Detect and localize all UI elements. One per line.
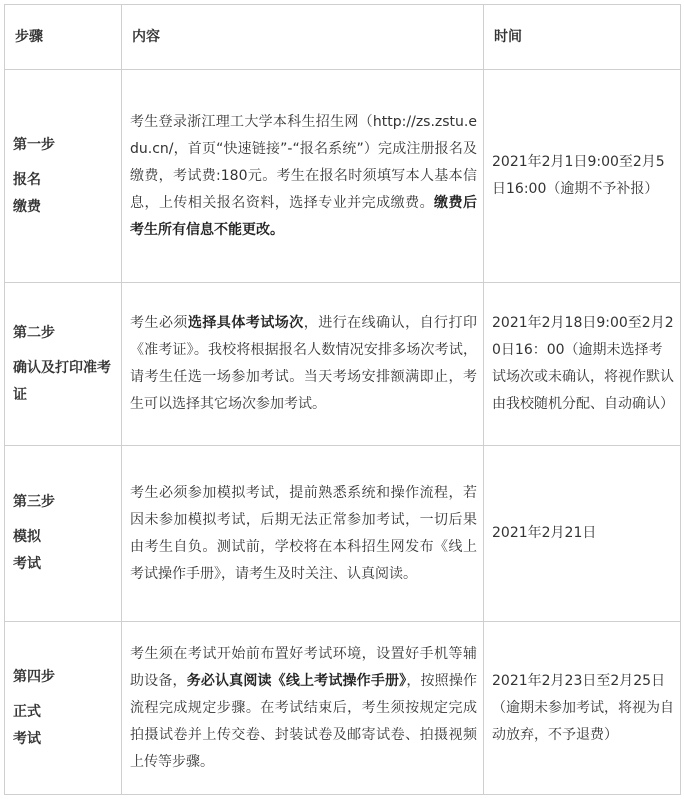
- step-number: 第一步: [13, 136, 55, 153]
- content-text: 考生登录浙江理工大学本科生招生网（http://zs.zstu.edu.cn/，首页“快速链接”-“报名系统”）完成注册报名及缴费，考试费:180元。考生在报名时须填写本人基本信息，上传相关报名资料，选择专业并完成缴费。: [130, 113, 477, 211]
- time-cell: 2021年2月1日9:00至2月5日16:00（逾期不予补报）: [484, 70, 681, 283]
- content-emphasis: 缴费后考生所有信息不能更改。: [130, 194, 478, 238]
- content-emphasis: 务必认真阅读《线上考试操作手册》: [186, 672, 407, 689]
- content-text: 考生必须: [130, 315, 188, 331]
- step-name-line: 正式: [13, 703, 41, 720]
- time-cell: 2021年2月23日至2月25日（逾期未参加考试，将视为自动放弃，不予退费）: [484, 622, 681, 795]
- content-text: ，按照操作流程完成规定步骤。在考试结束后，考生须按规定完成拍摄试卷并上传交卷、封装试卷及邮寄试卷、拍摄视频上传等步骤。: [130, 672, 478, 770]
- table-row: [5, 70, 681, 283]
- header-content: 内容: [122, 5, 484, 70]
- step-name-line: 考试: [13, 556, 41, 572]
- content-text: ，进行在线确认，自行打印《准考证》。我校将根据报名人数情况安排多场次考试，请考生任选一场参加考试。当天考场安排额满即止，考生可以选择其它场次参加考试。: [130, 315, 478, 412]
- table-header-row: [5, 5, 681, 70]
- header-time: 时间: [484, 5, 681, 70]
- header-step: 步骤: [5, 5, 122, 70]
- step-name-line: 模拟: [13, 529, 41, 545]
- step-cell: [5, 283, 122, 446]
- content-cell: [122, 283, 484, 446]
- content-text: 考生须在考试开始前布置好考试环境，设置好手机等辅助设备，: [130, 645, 477, 689]
- step-name-line: 报名: [13, 171, 41, 188]
- time-cell: 2021年2月21日: [484, 446, 681, 622]
- content-cell: [122, 622, 484, 795]
- content-cell: [122, 70, 484, 283]
- time-cell: 2021年2月18日9:00至2月20日16：00（逾期未选择考试场次或未确认，将视作默认由我校随机分配、自动确认）: [484, 283, 681, 446]
- step-name-line: 考试: [13, 730, 41, 747]
- content-text: 考生必须参加模拟考试，提前熟悉系统和操作流程，若因未参加模拟考试，后期无法正常参加考试，一切后果由考生自负。测试前，学校将在本科招生网发布《线上考试操作手册》，请考生及时关注、认真阅读。: [130, 484, 477, 582]
- step-cell: [5, 70, 122, 283]
- registration-steps-table: [4, 4, 681, 795]
- table-row: [5, 283, 681, 446]
- step-cell: [5, 446, 122, 622]
- step-number: 第三步: [13, 494, 55, 510]
- step-number: 第四步: [13, 668, 55, 685]
- step-name-line: 缴费: [13, 198, 41, 215]
- step-name-line: 确认及打印准考证: [13, 359, 111, 403]
- content-emphasis: 选择具体考试场次: [187, 315, 304, 331]
- step-cell: [5, 622, 122, 795]
- table-row: [5, 622, 681, 795]
- step-number: 第二步: [13, 324, 55, 341]
- table-row: [5, 446, 681, 622]
- content-cell: [122, 446, 484, 622]
